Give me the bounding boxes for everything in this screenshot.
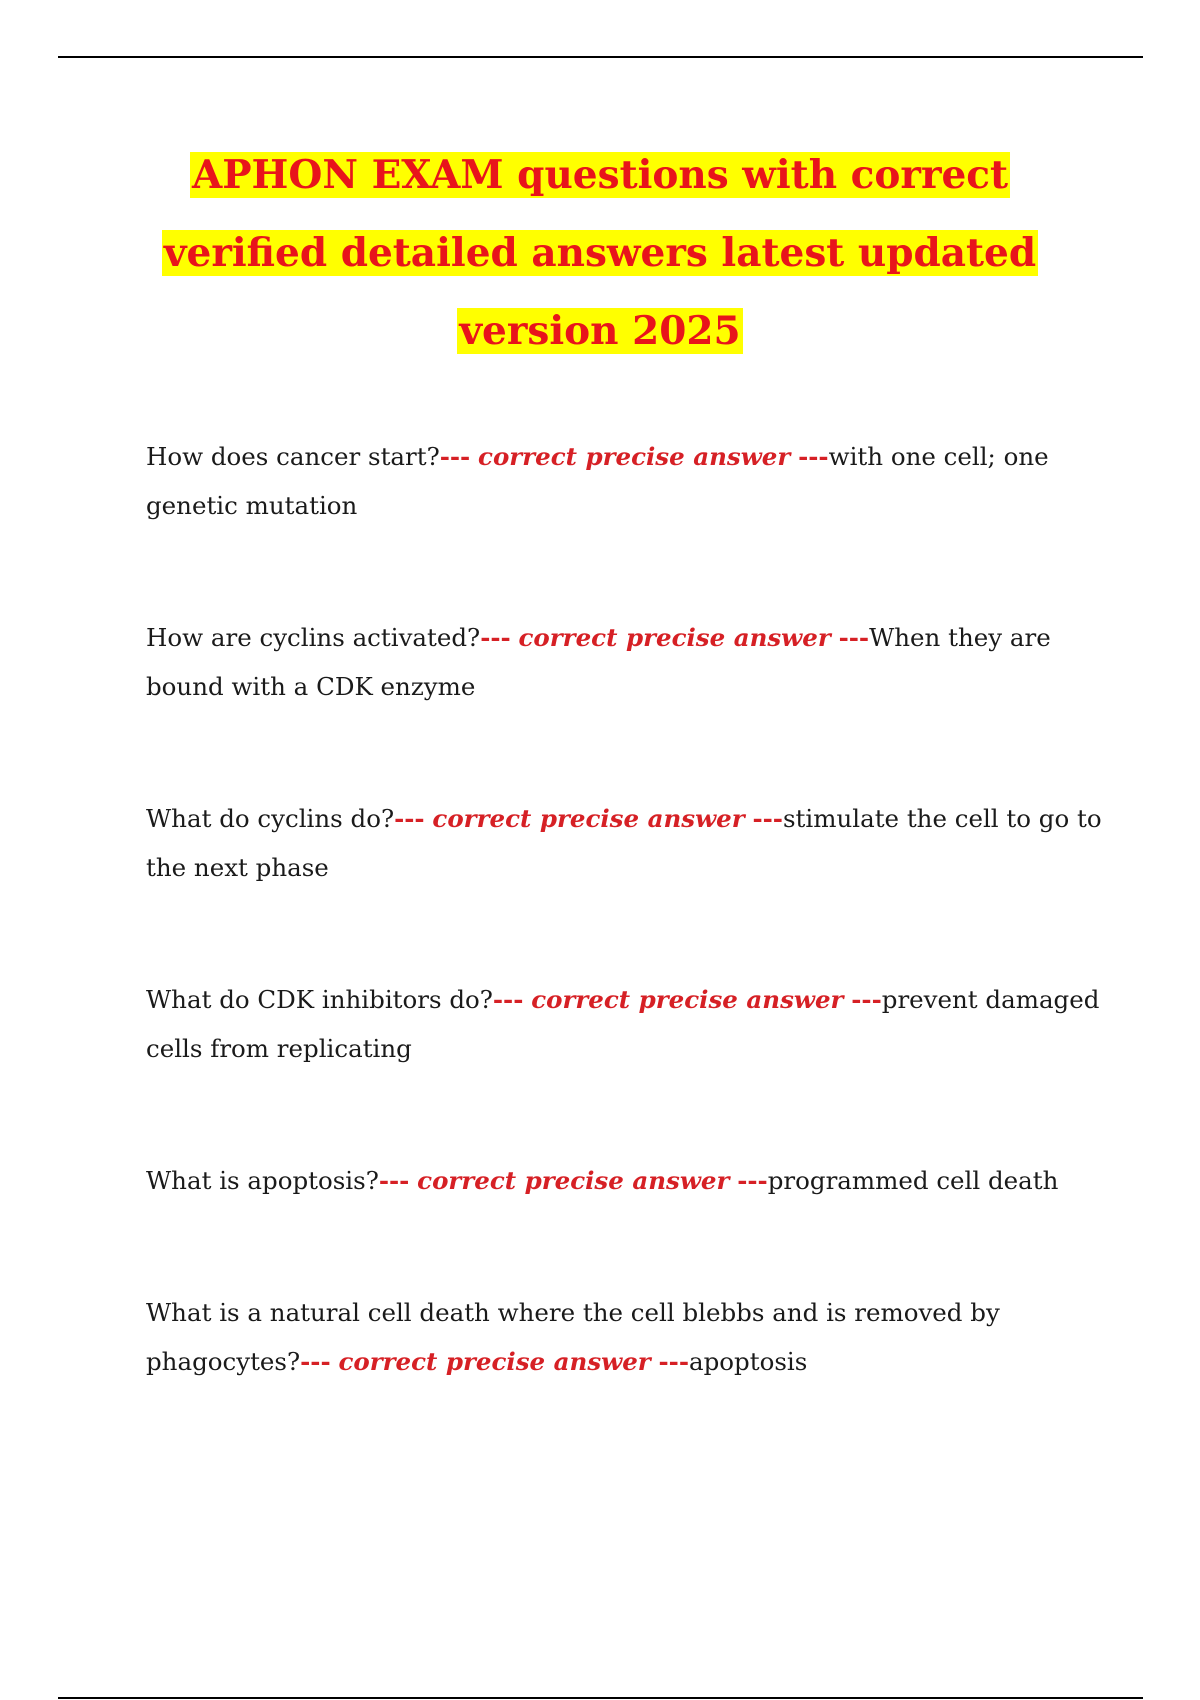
separator: --- xyxy=(658,1347,690,1376)
separator: --- xyxy=(838,623,870,652)
separator: --- xyxy=(737,1166,768,1195)
title-highlight: verified detailed answers latest updated xyxy=(163,230,1037,276)
question-text: What is a natural cell death where the cell blebbs and is removed by phagocytes? xyxy=(146,1298,1000,1376)
bottom-rule xyxy=(58,1697,1143,1699)
answer-text: programmed cell death xyxy=(767,1166,1059,1195)
answer-marker: correct precise answer xyxy=(518,623,831,652)
qa-item xyxy=(146,613,1106,711)
separator: --- xyxy=(394,804,425,833)
title-highlight: APHON EXAM questions with correct xyxy=(191,152,1009,198)
top-rule xyxy=(58,56,1143,58)
title-line xyxy=(0,292,1200,370)
qa-item xyxy=(146,975,1106,1073)
separator: --- xyxy=(300,1347,331,1376)
question-text: How does cancer start? xyxy=(146,442,440,471)
answer-marker: correct precise answer xyxy=(432,804,745,833)
answer-text: apoptosis xyxy=(689,1347,808,1376)
question-text: What is apoptosis? xyxy=(146,1166,379,1195)
answer-text: When they are bound with a CDK enzyme xyxy=(146,623,1051,701)
separator: --- xyxy=(492,985,524,1014)
answer-marker: correct precise answer xyxy=(531,985,844,1014)
title-line xyxy=(0,136,1200,214)
qa-item xyxy=(146,794,1106,892)
qa-list xyxy=(146,432,1106,1469)
question-text: What do CDK inhibitors do? xyxy=(146,985,493,1014)
answer-marker: correct precise answer xyxy=(417,1166,730,1195)
separator: --- xyxy=(439,442,471,471)
answer-text: with one cell; one genetic mutation xyxy=(146,442,1049,520)
question-text: What do cyclins do? xyxy=(146,804,395,833)
separator: --- xyxy=(378,1166,410,1195)
title-highlight: version 2025 xyxy=(459,308,741,354)
answer-text: prevent damaged cells from replicating xyxy=(146,985,1100,1063)
answer-marker: correct precise answer xyxy=(478,442,791,471)
separator: --- xyxy=(798,442,829,471)
answer-marker: correct precise answer xyxy=(338,1347,651,1376)
separator: --- xyxy=(851,985,882,1014)
separator: --- xyxy=(752,804,783,833)
question-text: How are cyclins activated? xyxy=(146,623,481,652)
document-title xyxy=(0,136,1200,370)
separator: --- xyxy=(480,623,511,652)
answer-text: stimulate the cell to go to the next phase xyxy=(146,804,1102,882)
qa-item xyxy=(146,1156,1106,1205)
qa-item xyxy=(146,1288,1106,1386)
qa-item xyxy=(146,432,1106,530)
title-line xyxy=(0,214,1200,292)
